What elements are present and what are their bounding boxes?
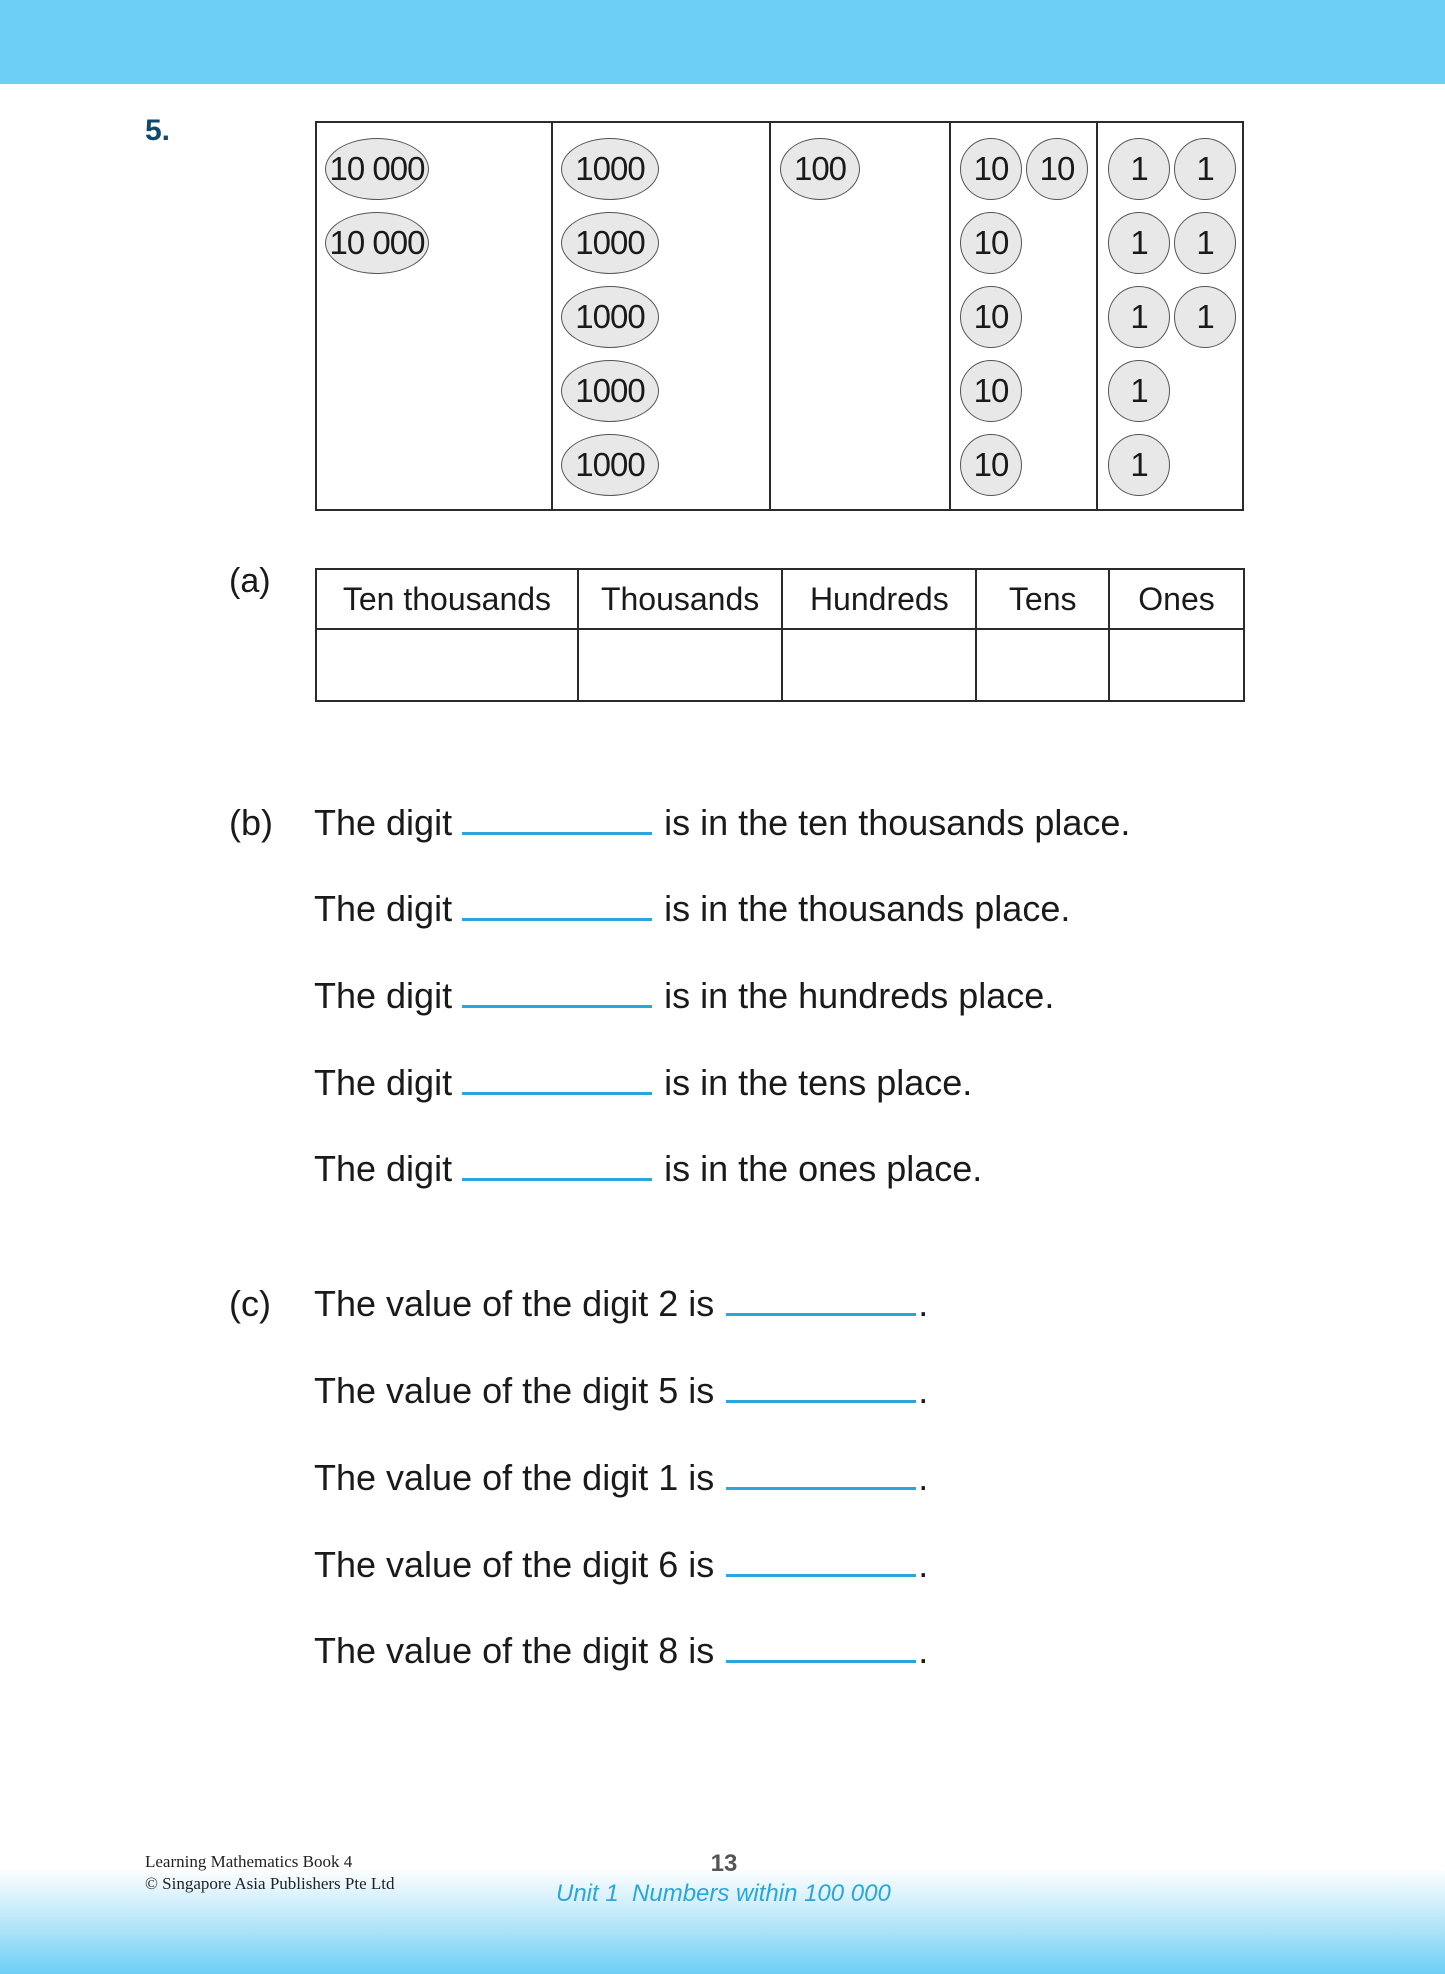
part-c-line bbox=[314, 1544, 928, 1586]
token-ten: 10 bbox=[960, 138, 1022, 200]
page-number: 13 bbox=[710, 1850, 738, 1877]
token-one: 1 bbox=[1174, 212, 1236, 274]
header-tens: Tens bbox=[976, 569, 1109, 629]
part-b-line bbox=[314, 888, 1070, 930]
part-a-label: (a) bbox=[229, 562, 271, 600]
token-ten: 10 bbox=[960, 286, 1022, 348]
line-suffix: is in the thousands place. bbox=[664, 888, 1071, 929]
place-value-table bbox=[315, 568, 1245, 702]
token-ten-thousand: 10 000 bbox=[325, 138, 429, 200]
answer-cell-hundreds[interactable] bbox=[782, 629, 976, 701]
line-prefix: The digit bbox=[314, 1062, 453, 1103]
column-divider bbox=[949, 123, 951, 509]
line-suffix: . bbox=[918, 1630, 929, 1671]
part-c-line bbox=[314, 1370, 928, 1412]
token-one: 1 bbox=[1108, 286, 1170, 348]
line-suffix: . bbox=[918, 1457, 929, 1498]
line-prefix: The digit bbox=[314, 802, 453, 843]
token-hundred: 100 bbox=[780, 138, 860, 200]
token-ten: 10 bbox=[1026, 138, 1088, 200]
part-b-label: (b) bbox=[229, 802, 273, 843]
book-title: Learning Mathematics Book 4 bbox=[145, 1852, 353, 1871]
part-c-line bbox=[314, 1457, 928, 1499]
token-ten: 10 bbox=[960, 212, 1022, 274]
token-thousand: 1000 bbox=[561, 360, 659, 422]
header-hundreds: Hundreds bbox=[782, 569, 976, 629]
line-suffix: . bbox=[918, 1544, 929, 1585]
answer-blank[interactable] bbox=[462, 1005, 652, 1008]
line-suffix: is in the tens place. bbox=[664, 1062, 973, 1103]
answer-blank[interactable] bbox=[726, 1400, 916, 1403]
token-ten-thousand: 10 000 bbox=[325, 212, 429, 274]
header-ten-thousands: Ten thousands bbox=[316, 569, 578, 629]
part-b-line bbox=[314, 1062, 972, 1104]
token-thousand: 1000 bbox=[561, 434, 659, 496]
line-suffix: is in the ones place. bbox=[664, 1148, 983, 1189]
answer-cell-thousands[interactable] bbox=[578, 629, 782, 701]
unit-title: Unit 1 Numbers within 100 000 bbox=[556, 1880, 891, 1907]
answer-blank[interactable] bbox=[462, 1092, 652, 1095]
place-value-blocks-diagram bbox=[315, 121, 1244, 511]
line-prefix: The value of the digit 2 is bbox=[314, 1283, 715, 1324]
footer-credits bbox=[145, 1851, 395, 1895]
answer-cell-ten-thousands[interactable] bbox=[316, 629, 578, 701]
token-one: 1 bbox=[1108, 138, 1170, 200]
token-one: 1 bbox=[1108, 212, 1170, 274]
answer-blank[interactable] bbox=[462, 1178, 652, 1181]
token-one: 1 bbox=[1108, 360, 1170, 422]
copyright: © Singapore Asia Publishers Pte Ltd bbox=[145, 1874, 395, 1893]
header-ones: Ones bbox=[1109, 569, 1244, 629]
line-suffix: . bbox=[918, 1370, 929, 1411]
part-b-line bbox=[314, 1148, 982, 1190]
answer-blank[interactable] bbox=[462, 918, 652, 921]
line-suffix: is in the hundreds place. bbox=[664, 975, 1055, 1016]
line-prefix: The value of the digit 1 is bbox=[314, 1457, 715, 1498]
part-c-line bbox=[314, 1283, 928, 1325]
part-b-line bbox=[314, 802, 1130, 844]
answer-blank[interactable] bbox=[726, 1487, 916, 1490]
token-one: 1 bbox=[1108, 434, 1170, 496]
part-c-line bbox=[314, 1630, 928, 1672]
part-b-line bbox=[314, 975, 1054, 1017]
token-ten: 10 bbox=[960, 360, 1022, 422]
header-thousands: Thousands bbox=[578, 569, 782, 629]
line-prefix: The digit bbox=[314, 975, 453, 1016]
line-prefix: The value of the digit 5 is bbox=[314, 1370, 715, 1411]
part-c-label: (c) bbox=[229, 1283, 271, 1324]
token-one: 1 bbox=[1174, 286, 1236, 348]
answer-blank[interactable] bbox=[726, 1660, 916, 1663]
answer-cell-tens[interactable] bbox=[976, 629, 1109, 701]
token-one: 1 bbox=[1174, 138, 1236, 200]
column-divider bbox=[551, 123, 553, 509]
line-suffix: . bbox=[918, 1283, 929, 1324]
column-divider bbox=[769, 123, 771, 509]
answer-blank[interactable] bbox=[726, 1313, 916, 1316]
column-divider bbox=[1096, 123, 1098, 509]
line-prefix: The digit bbox=[314, 1148, 453, 1189]
token-thousand: 1000 bbox=[561, 212, 659, 274]
line-prefix: The value of the digit 8 is bbox=[314, 1630, 715, 1671]
answer-cell-ones[interactable] bbox=[1109, 629, 1244, 701]
token-thousand: 1000 bbox=[561, 286, 659, 348]
line-prefix: The digit bbox=[314, 888, 453, 929]
line-prefix: The value of the digit 6 is bbox=[314, 1544, 715, 1585]
question-number: 5. bbox=[145, 114, 171, 147]
header-band bbox=[0, 0, 1445, 84]
line-suffix: is in the ten thousands place. bbox=[664, 802, 1131, 843]
token-ten: 10 bbox=[960, 434, 1022, 496]
token-thousand: 1000 bbox=[561, 138, 659, 200]
answer-blank[interactable] bbox=[726, 1574, 916, 1577]
answer-blank[interactable] bbox=[462, 832, 652, 835]
